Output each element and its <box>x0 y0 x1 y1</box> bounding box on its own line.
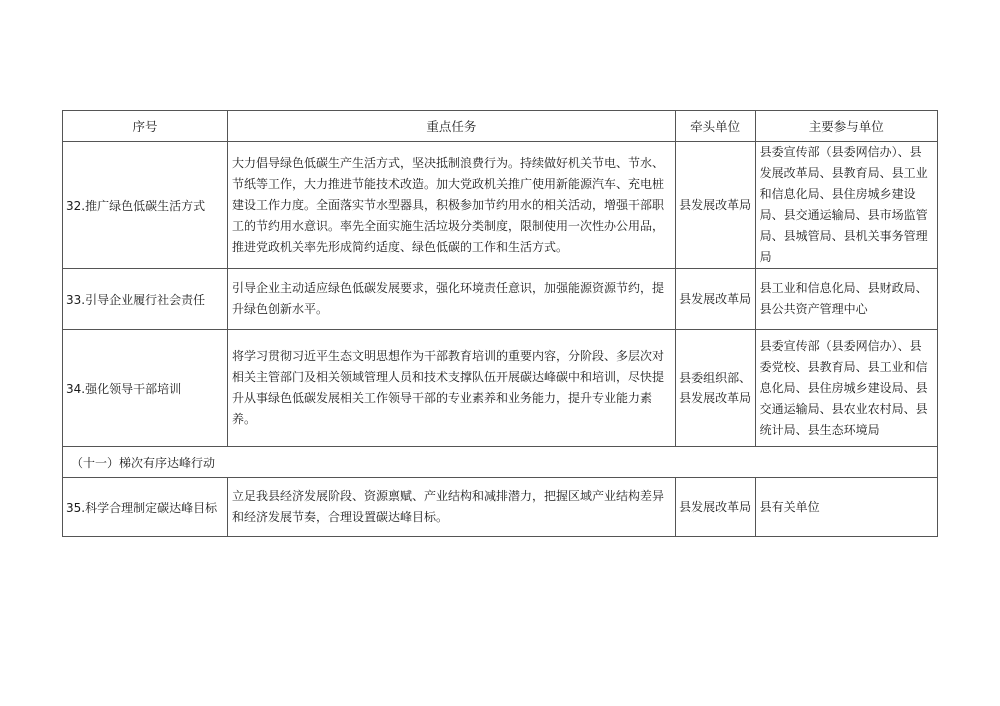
row-seq: 34.强化领导干部培训 <box>63 330 228 447</box>
row-task: 立足我县经济发展阶段、资源禀赋、产业结构和减排潜力，把握区域产业结构差异和经济发展节奏，合理设置碳达峰目标。 <box>227 478 675 537</box>
table-row <box>63 478 938 537</box>
row-participants: 县工业和信息化局、县财政局、县公共资产管理中心 <box>755 269 937 330</box>
header-lead: 牵头单位 <box>675 111 755 142</box>
row-lead-line: 县发展改革局 <box>679 391 752 405</box>
row-task: 大力倡导绿色低碳生产生活方式，坚决抵制浪费行为。持续做好机关节电、节水、节纸等工作，大力推进节能技术改造。加大党政机关推广使用新能源汽车、充电桩建设工作力度。全面落实节水型器具，积极参加节约用水的相关活动，增强干部职工的节约用水意识。率先全面实施生活垃圾分类制度，限制使用一次性办公用品，推进党政机关率先形成简约适度、绿色低碳的工作和生活方式。 <box>227 142 675 269</box>
table-row <box>63 142 938 269</box>
header-seq: 序号 <box>63 111 228 142</box>
row-lead <box>675 330 755 447</box>
row-task: 引导企业主动适应绿色低碳发展要求，强化环境责任意识，加强能源资源节约，提升绿色创新水平。 <box>227 269 675 330</box>
key-tasks-table <box>62 110 938 537</box>
row-task: 将学习贯彻习近平生态文明思想作为干部教育培训的重要内容，分阶段、多层次对相关主管部门及相关领域管理人员和技术支撑队伍开展碳达峰碳中和培训，尽快提升从事绿色低碳发展相关工作领导干部的专业素养和业务能力，提升专业能力素养。 <box>227 330 675 447</box>
row-seq: 32.推广绿色低碳生活方式 <box>63 142 228 269</box>
row-participants: 县委宣传部（县委网信办）、县发展改革局、县教育局、县工业和信息化局、县住房城乡建设局、县交通运输局、县市场监管局、县城管局、县机关事务管理局 <box>755 142 937 269</box>
row-participants: 县有关单位 <box>755 478 937 537</box>
row-lead: 县发展改革局 <box>675 269 755 330</box>
row-participants: 县委宣传部（县委网信办）、县委党校、县教育局、县工业和信息化局、县住房城乡建设局、县交通运输局、县农业农村局、县统计局、县生态环境局 <box>755 330 937 447</box>
section-title: （十一）梯次有序达峰行动 <box>63 447 938 478</box>
table-row <box>63 269 938 330</box>
row-seq: 33.引导企业履行社会责任 <box>63 269 228 330</box>
row-lead: 县发展改革局 <box>675 142 755 269</box>
header-task: 重点任务 <box>227 111 675 142</box>
table-row <box>63 330 938 447</box>
row-seq: 35.科学合理制定碳达峰目标 <box>63 478 228 537</box>
row-lead-line: 县委组织部、 <box>679 371 752 385</box>
header-participants: 主要参与单位 <box>755 111 937 142</box>
row-lead: 县发展改革局 <box>675 478 755 537</box>
section-row <box>63 447 938 478</box>
table-header-row <box>63 111 938 142</box>
